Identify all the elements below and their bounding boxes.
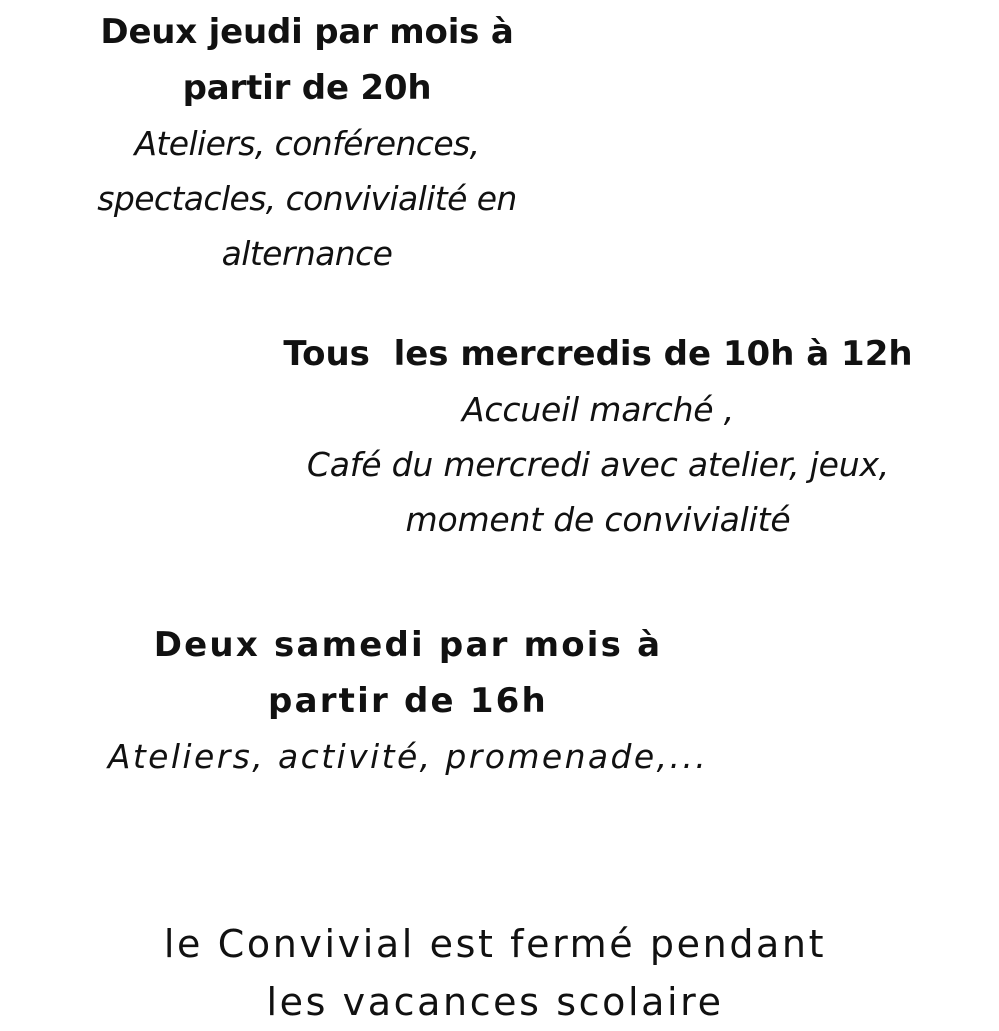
thursday-heading-line-1: Deux jeudi par mois à	[100, 12, 514, 52]
saturday-schedule-block	[70, 617, 746, 784]
closing-note-block	[110, 915, 880, 1031]
saturday-description-line-1: Ateliers, activité, promenade,...	[107, 737, 709, 776]
thursday-heading-line-2: partir de 20h	[182, 68, 432, 108]
closing-note-line-2: les vacances scolaire	[266, 980, 724, 1024]
wednesday-description-line-3: moment de convivialité	[405, 500, 791, 539]
thursday-description-line-2: spectacles, convivialité en	[97, 179, 517, 218]
saturday-heading-line-1: Deux samedi par mois à	[153, 625, 663, 665]
wednesday-schedule-block	[262, 326, 934, 547]
closing-note-line-1: le Convivial est fermé pendant	[163, 922, 827, 966]
thursday-description-line-1: Ateliers, conférences,	[134, 124, 480, 163]
wednesday-description-line-1: Accueil marché ,	[462, 390, 734, 429]
wednesday-heading: Tous les mercredis de 10h à 12h	[283, 334, 913, 374]
thursday-description-line-3: alternance	[221, 234, 393, 273]
thursday-schedule-block	[60, 4, 554, 281]
saturday-heading-line-2: partir de 16h	[268, 681, 548, 721]
wednesday-description-line-2: Café du mercredi avec atelier, jeux,	[306, 445, 890, 484]
